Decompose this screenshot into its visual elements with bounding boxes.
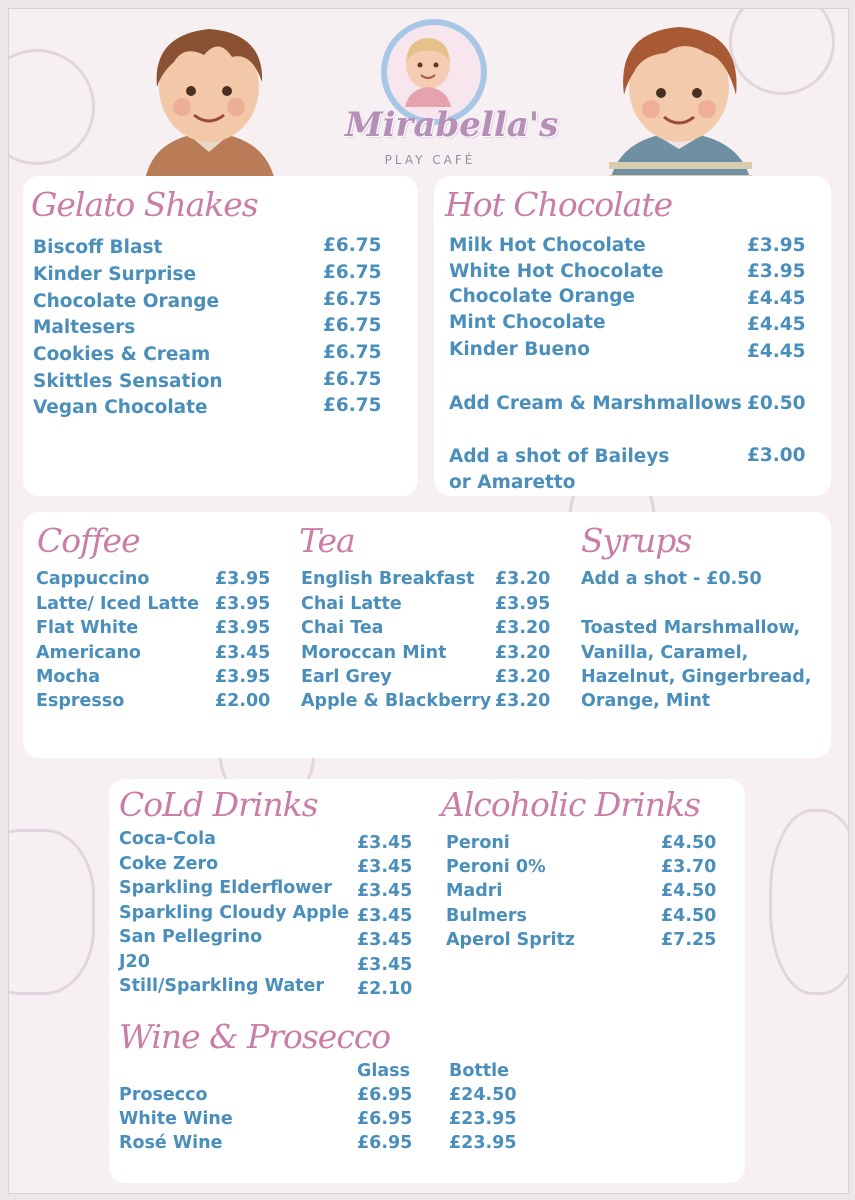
menu-item: Apple & Blackberry <box>301 691 492 711</box>
coffee-heading: Coffee <box>37 521 140 560</box>
menu-price: £3.45 <box>357 906 413 926</box>
menu-item: Flat White <box>36 618 139 638</box>
menu-item: Mint Chocolate <box>449 312 606 333</box>
menu-item: Cookies & Cream <box>33 344 211 365</box>
menu-price: £4.50 <box>661 881 717 901</box>
menu-price-bottle: £23.95 <box>449 1109 517 1129</box>
bottle-column-header: Bottle <box>449 1061 509 1081</box>
menu-price: £2.00 <box>215 691 271 711</box>
menu-item: Vegan Chocolate <box>33 397 208 418</box>
menu-price: £3.20 <box>495 618 551 638</box>
menu-price: £3.45 <box>215 643 271 663</box>
tea-heading: Tea <box>299 521 355 560</box>
menu-price: £3.20 <box>495 569 551 589</box>
menu-price: £6.75 <box>323 289 382 310</box>
menu-item: Chai Latte <box>301 594 402 614</box>
menu-price: £0.50 <box>747 393 806 414</box>
background-doodle <box>8 829 95 995</box>
menu-price: £4.50 <box>661 833 717 853</box>
menu-price: £4.45 <box>747 314 806 335</box>
background-doodle <box>769 809 849 995</box>
alcoholic-drinks-heading: Alcoholic Drinks <box>441 785 700 824</box>
menu-price: £6.75 <box>323 342 382 363</box>
menu-price-glass: £6.95 <box>357 1109 413 1129</box>
menu-item: Skittles Sensation <box>33 371 223 392</box>
menu-price-glass: £6.95 <box>357 1085 413 1105</box>
wine-prosecco-heading: Wine & Prosecco <box>119 1017 391 1056</box>
menu-item: Chai Tea <box>301 618 384 638</box>
menu-price: £6.75 <box>323 315 382 336</box>
menu-price: £3.45 <box>357 930 413 950</box>
menu-price: £3.45 <box>357 955 413 975</box>
child-illustration-right-icon <box>594 17 764 187</box>
menu-item: Americano <box>36 643 141 663</box>
menu-item: Moroccan Mint <box>301 643 447 663</box>
menu-price: £3.95 <box>215 667 271 687</box>
menu-item: Madri <box>446 881 503 901</box>
menu-item: Peroni 0% <box>446 857 546 877</box>
menu-price: £3.95 <box>495 594 551 614</box>
menu-price-glass: £6.95 <box>357 1133 413 1153</box>
menu-price-bottle: £24.50 <box>449 1085 517 1105</box>
menu-price: £3.95 <box>215 569 271 589</box>
menu-item: Mocha <box>36 667 101 687</box>
menu-price: £3.95 <box>215 594 271 614</box>
syrup-shot: Add a shot - £0.50 <box>581 569 762 589</box>
menu-item: Milk Hot Chocolate <box>449 235 646 256</box>
menu-item: Peroni <box>446 833 510 853</box>
menu-item: Earl Grey <box>301 667 392 687</box>
menu-price: £3.95 <box>747 261 806 282</box>
menu-price: £3.20 <box>495 643 551 663</box>
menu-item: Add a shot of Baileys <box>449 446 670 467</box>
menu-item: Aperol Spritz <box>446 930 575 950</box>
menu-item: Espresso <box>36 691 125 711</box>
menu-price: £2.10 <box>357 979 413 999</box>
syrup-flavours: Vanilla, Caramel, <box>581 643 749 663</box>
menu-price: £3.70 <box>661 857 717 877</box>
syrup-flavours: Hazelnut, Gingerbread, <box>581 667 812 687</box>
menu-item: Biscoff Blast <box>33 237 163 258</box>
menu-price: £3.45 <box>357 857 413 877</box>
menu-item: Chocolate Orange <box>449 286 636 307</box>
menu-page <box>8 8 849 1194</box>
menu-item: Latte/ Iced Latte <box>36 594 199 614</box>
menu-item: or Amaretto <box>449 472 576 493</box>
menu-item: Sparkling Cloudy Apple <box>119 903 350 923</box>
menu-price: £3.00 <box>747 445 806 466</box>
menu-item: Cappuccino <box>36 569 150 589</box>
syrup-flavours: Toasted Marshmallow, <box>581 618 801 638</box>
menu-item: Kinder Bueno <box>449 339 590 360</box>
hot-chocolate-heading: Hot Chocolate <box>445 185 673 224</box>
menu-price: £3.95 <box>747 235 806 256</box>
cafe-logo <box>345 19 559 169</box>
menu-price: £4.45 <box>747 288 806 309</box>
menu-item: English Breakfast <box>301 569 475 589</box>
menu-item: Coca-Cola <box>119 829 216 849</box>
menu-item: Coke Zero <box>119 854 219 874</box>
menu-price: £4.50 <box>661 906 717 926</box>
menu-price: £6.75 <box>323 262 382 283</box>
menu-price: £3.20 <box>495 691 551 711</box>
menu-item: Sparkling Elderflower <box>119 878 332 898</box>
menu-item: Maltesers <box>33 317 136 338</box>
menu-price: £3.20 <box>495 667 551 687</box>
menu-price: £6.75 <box>323 395 382 416</box>
menu-item: Rosé Wine <box>119 1133 223 1153</box>
syrup-flavours: Orange, Mint <box>581 691 711 711</box>
menu-price: £6.75 <box>323 369 382 390</box>
menu-price: £7.25 <box>661 930 717 950</box>
menu-item: White Hot Chocolate <box>449 261 664 282</box>
menu-item: Kinder Surprise <box>33 264 197 285</box>
menu-item: Prosecco <box>119 1085 208 1105</box>
menu-price: £6.75 <box>323 235 382 256</box>
cold-drinks-heading: CoLd Drinks <box>119 785 318 824</box>
menu-price-bottle: £23.95 <box>449 1133 517 1153</box>
menu-price: £3.45 <box>357 833 413 853</box>
menu-price: £3.45 <box>357 881 413 901</box>
child-illustration-left-icon <box>124 17 294 187</box>
menu-item: Chocolate Orange <box>33 291 220 312</box>
gelato-shakes-heading: Gelato Shakes <box>31 185 258 224</box>
menu-item: Still/Sparkling Water <box>119 976 324 996</box>
background-doodle <box>8 49 95 165</box>
menu-item: San Pellegrino <box>119 927 263 947</box>
syrups-heading: Syrups <box>581 521 692 560</box>
menu-price: £3.95 <box>215 618 271 638</box>
glass-column-header: Glass <box>357 1061 411 1081</box>
menu-item: Bulmers <box>446 906 527 926</box>
menu-price: £4.45 <box>747 341 806 362</box>
menu-item: Add Cream & Marshmallows <box>449 393 742 414</box>
logo-subtitle: PLAY CAFÉ <box>384 153 476 167</box>
logo-name: Mirabella's <box>345 105 559 145</box>
menu-item: White Wine <box>119 1109 233 1129</box>
menu-item: J20 <box>119 952 150 972</box>
